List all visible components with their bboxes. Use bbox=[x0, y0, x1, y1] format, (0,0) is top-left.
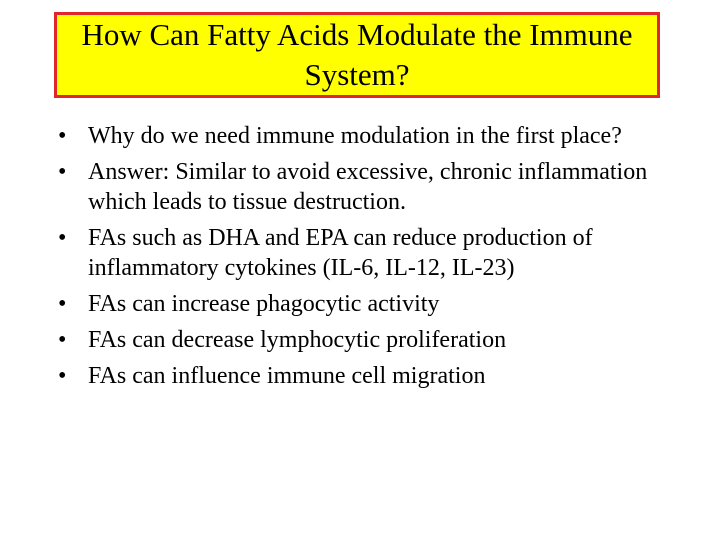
bullet-item bbox=[58, 121, 678, 151]
bullet-item bbox=[58, 361, 678, 391]
bullet-icon: • bbox=[58, 327, 67, 353]
bullet-icon: • bbox=[58, 363, 67, 389]
bullet-text: FAs such as DHA and EPA can reduce production of inflammatory cytokines (IL-6, IL-12, IL-23) bbox=[88, 225, 593, 281]
bullet-text: Why do we need immune modulation in the first place? bbox=[88, 123, 622, 149]
bullet-icon: • bbox=[58, 123, 67, 149]
bullet-icon: • bbox=[58, 159, 67, 185]
bullet-item bbox=[58, 157, 678, 217]
bullet-text: FAs can increase phagocytic activity bbox=[88, 291, 440, 317]
bullet-item bbox=[58, 289, 678, 319]
bullet-item bbox=[58, 325, 678, 355]
bullet-list bbox=[58, 121, 678, 397]
bullet-item bbox=[58, 223, 678, 283]
bullet-text: FAs can decrease lymphocytic proliferation bbox=[88, 327, 507, 353]
title-box bbox=[54, 12, 660, 98]
bullet-icon: • bbox=[58, 291, 67, 317]
bullet-text: Answer: Similar to avoid excessive, chronic inflammation which leads to tissue destruction. bbox=[88, 159, 648, 215]
slide-title: How Can Fatty Acids Modulate the Immune System? bbox=[81, 17, 633, 92]
bullet-icon: • bbox=[58, 225, 67, 251]
bullet-text: FAs can influence immune cell migration bbox=[88, 363, 486, 389]
